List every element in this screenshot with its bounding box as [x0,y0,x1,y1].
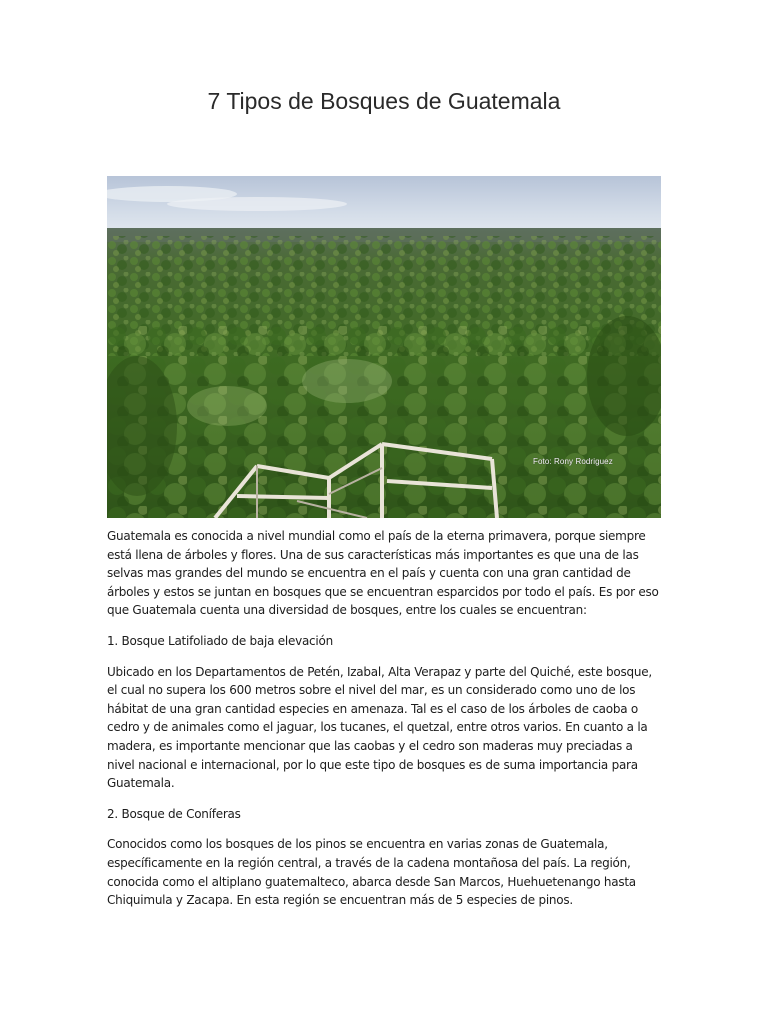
photo-credit: Foto: Rony Rodriguez [533,457,613,466]
page-title: 7 Tipos de Bosques de Guatemala [207,88,561,114]
article-body [107,527,663,922]
intro-paragraph: Guatemala es conocida a nivel mundial como el país de la eterna primavera, porque siempre está llena de árboles y flores. Una de sus características más importantes es que una de las selvas mas grandes del mundo se encuentra en el país y cuenta con una gran cantidad de árboles y estos se juntan en bosques que se encuentran esparcidos por todo el país. Es por eso que Guatemala cuenta una diversidad de bosques, entre los cuales se encuentran: [107,529,659,618]
forest-photo-illustration [107,176,661,518]
section-text-coniferas: Conocidos como los bosques de los pinos se encuentra en varias zonas de Guatemala, específicamente en la región central, a través de la cadena montañosa del país. La región, conocida como el altiplano guatemalteco, abarca desde San Marcos, Huehuetenango hasta Chiquimula y Zacapa. En esta región se encuentran más de 5 especies de pinos. [107,837,636,908]
section-heading-coniferas: 2. Bosque de Coníferas [107,806,241,821]
section-heading-latifoliado: 1. Bosque Latifoliado de baja elevación [107,633,333,648]
section-text-latifoliado: Ubicado en los Departamentos de Petén, Izabal, Alta Verapaz y parte del Quiché, este bosque, el cual no supera los 600 metros sobre el nivel del mar, es un considerado como uno de los hábitat de una gran cantidad especies en amenaza. Tal es el caso de los árboles de caoba o cedro y de animales como el jaguar, los tucanes, el quetzal, entre otros varios. En cuanto a la madera, es importante mencionar que las caobas y el cedro son maderas muy preciadas a nivel nacional e internacional, por lo que este tipo de bosques es de suma importancia para Guatemala. [107,664,652,791]
forest-photo [107,176,661,518]
